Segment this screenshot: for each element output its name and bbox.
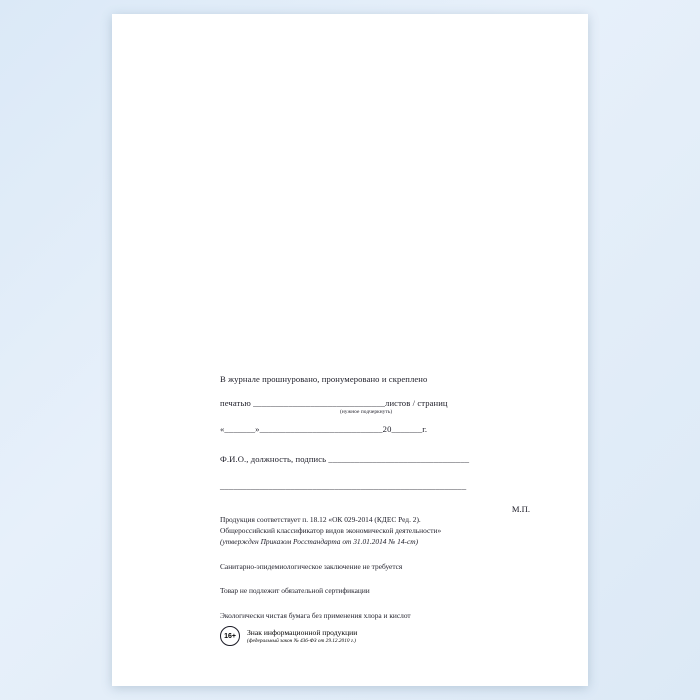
info-mark-row [220, 626, 560, 646]
compliance-line-3: (утвержден Приказом Росстандарта от 31.01.2014 № 14-ст) [220, 537, 419, 547]
binding-statement-block [220, 374, 550, 514]
statement-line-2: печатью ______________________________листов / страниц [220, 397, 448, 408]
statement-signature-line: Ф.И.О., должность, подпись ________________________________ [220, 453, 470, 464]
sanitary-note: Санитарно-эпидемиологическое заключение не требуется [220, 562, 403, 572]
compliance-line-2: Общероссийский классификатор видов экономической деятельности» [220, 526, 442, 536]
age-rating-icon: 16+ [220, 626, 240, 646]
info-mark-title: Знак информационной продукции [247, 627, 358, 637]
page-content [112, 14, 588, 686]
statement-line-1: В журнале прошнуровано, пронумеровано и скреплено [220, 374, 428, 384]
info-mark-law: (федеральный закон № 436-ФЗ от 29.12.2010 г.) [247, 637, 356, 644]
certification-note: Товар не подлежит обязательной сертификации [220, 586, 370, 596]
info-mark-text [247, 628, 357, 644]
compliance-line-1: Продукция соответствует п. 18.12 «ОК 029-2014 (КДЕС Ред. 2). [220, 515, 421, 524]
statement-date-line: «_______»____________________________20_______г. [220, 424, 428, 435]
paper-note: Экологически чистая бумага без применения хлора и кислот [220, 610, 411, 620]
statement-underline-hint: (нужное подчеркнуть) [340, 409, 393, 416]
seal-place-label: М.П. [511, 503, 530, 514]
compliance-block [220, 514, 550, 621]
document-page [112, 14, 588, 686]
statement-blank-line: ________________________________________________________ [220, 481, 467, 492]
